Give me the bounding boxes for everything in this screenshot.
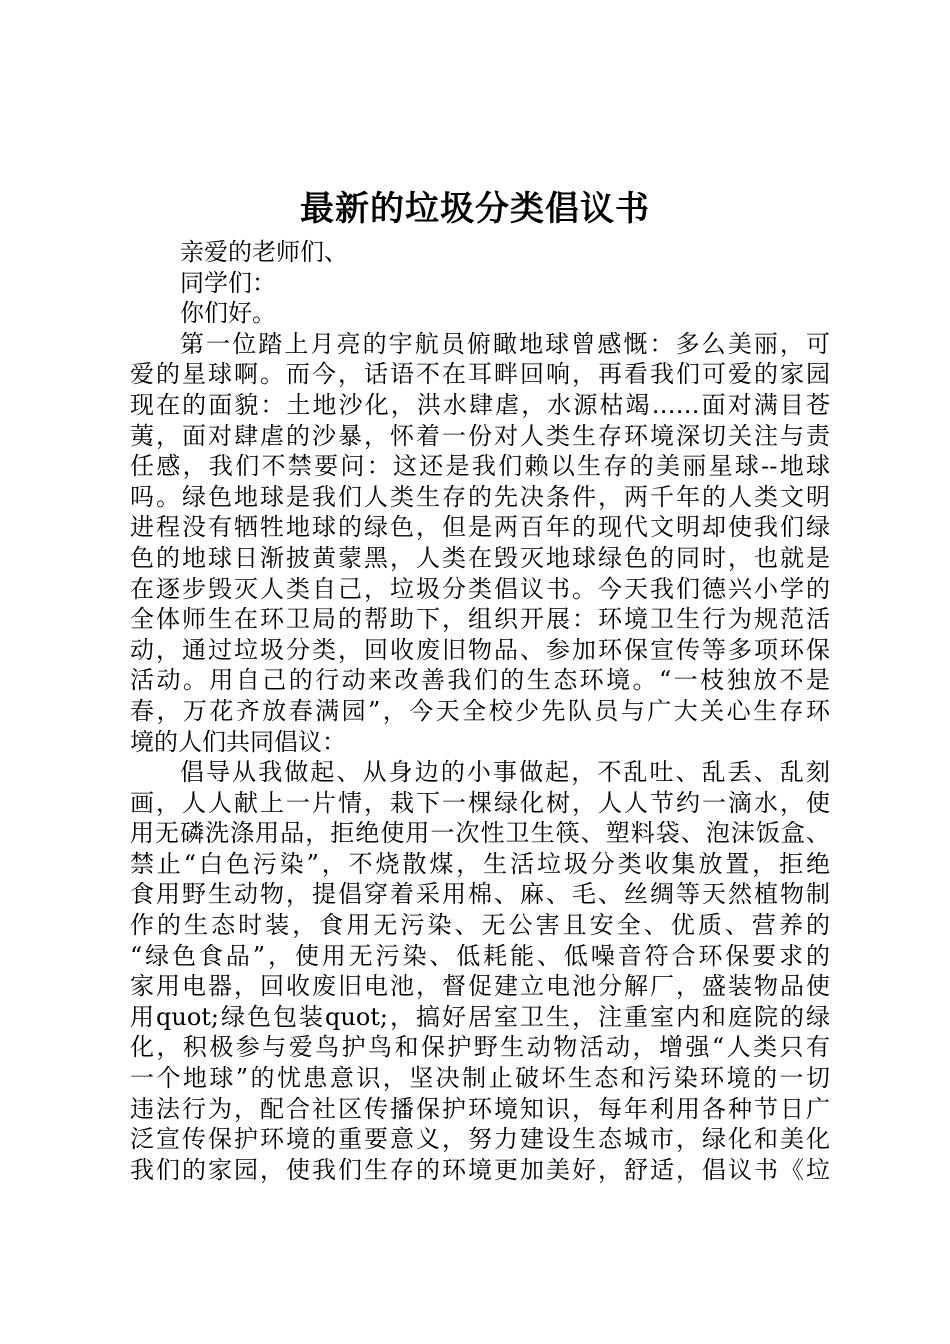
paragraph-line: 动，通过垃圾分类，回收废旧物品、参加环保宣传等多项环保 [130, 635, 830, 664]
paragraph-line: 化，积极参与爱鸟护鸟和保护野生动物活动，增强“人类只有 [130, 1033, 830, 1062]
paragraph-line: 春，万花齐放春满园”，今天全校少先队员与广大关心生存环 [130, 696, 830, 725]
paragraph-line: 荑，面对肆虐的沙暴，怀着一份对人类生存环境深切关注与责 [130, 421, 830, 450]
paragraph-line: “绿色食品”，使用无污染、低耗能、低噪音符合环保要求的 [130, 941, 830, 970]
paragraph-line: 画，人人献上一片情，栽下一棵绿化树，人人节约一滴水，使 [130, 788, 830, 817]
paragraph-line: 作的生态时装，食用无污染、无公害且安全、优质、营养的 [130, 911, 830, 940]
salutation-line: 同学们： [180, 268, 276, 297]
paragraph-line: 进程没有牺牲地球的绿色，但是两百年的现代文明却使我们绿 [130, 513, 830, 542]
paragraph-line: 境的人们共同倡议： [130, 727, 346, 756]
paragraph-line: 用quot;绿色包装quot;，搞好居室卫生，注重室内和庭院的绿 [130, 1002, 830, 1031]
paragraph-line: 现在的面貌：土地沙化，洪水肆虐，水源枯竭……面对满目苍 [130, 390, 830, 419]
paragraph-line: 倡导从我做起、从身边的小事做起，不乱吐、乱丢、乱刻 [180, 758, 830, 787]
paragraph-line: 第一位踏上月亮的宇航员俯瞰地球曾感慨：多么美丽，可 [180, 329, 830, 358]
salutation-line: 亲爱的老师们、 [180, 238, 348, 266]
paragraph-line: 全体师生在环卫局的帮助下，组织开展：环境卫生行为规范活 [130, 605, 830, 634]
greeting-line: 你们好。 [180, 299, 276, 328]
paragraph-line: 任感，我们不禁要问：这还是我们赖以生存的美丽星球--地球 [130, 452, 830, 481]
paragraph-line: 泛宣传保护环境的重要意义，努力建设生态城市，绿化和美化 [130, 1125, 830, 1154]
document-title: 最新的垃圾分类倡议书 [300, 189, 650, 229]
paragraph-line: 食用野生动物，提倡穿着采用棉、麻、毛、丝绸等天然植物制 [130, 880, 830, 909]
paragraph-line: 用无磷洗涤用品，拒绝使用一次性卫生筷、塑料袋、泡沫饭盒、 [130, 819, 830, 848]
paragraph-line: 一个地球”的忧患意识，坚决制止破坏生态和污染环境的一切 [130, 1064, 830, 1093]
paragraph-line: 爱的星球啊。而今，话语不在耳畔回响，再看我们可爱的家园 [130, 360, 830, 389]
paragraph-line: 家用电器，回收废旧电池，督促建立电池分解厂，盛装物品使 [130, 972, 830, 1001]
paragraph-line: 色的地球日渐披黄蒙黑，人类在毁灭地球绿色的同时，也就是 [130, 543, 830, 572]
document-body [130, 237, 830, 1185]
paragraph-line: 吗。绿色地球是我们人类生存的先决条件，两千年的人类文明 [130, 482, 830, 511]
paragraph-line: 违法行为，配合社区传播保护环境知识，每年利用各种节日广 [130, 1094, 830, 1123]
paragraph-line: 我们的家园，使我们生存的环境更加美好，舒适，倡议书《垃 [130, 1155, 830, 1184]
paragraph-line: 活动。用自己的行动来改善我们的生态环境。“一枝独放不是 [130, 666, 830, 695]
paragraph-line: 禁止“白色污染”，不烧散煤，生活垃圾分类收集放置，拒绝 [130, 849, 830, 878]
paragraph-line: 在逐步毁灭人类自己，垃圾分类倡议书。今天我们德兴小学的 [130, 574, 830, 603]
